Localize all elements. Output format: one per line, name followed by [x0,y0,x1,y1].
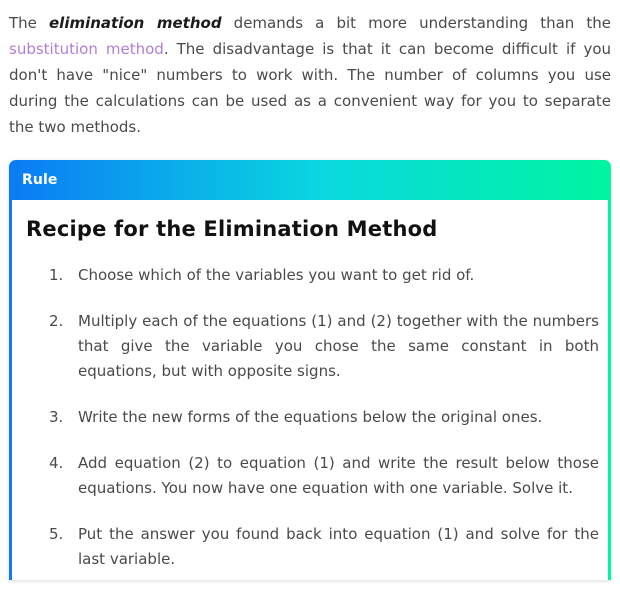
rule-card [9,160,611,580]
rule-card-header [9,160,611,200]
intro-paragraph [0,0,620,140]
list-item: Choose which of the variables you want to get rid of. [78,266,475,284]
list-item: Add equation (2) to equation (1) and write the result below those equations. You now have one equation with one variable. Solve it. [78,454,599,497]
intro-text-part-1: The [9,14,49,32]
list-item: Write the new forms of the equations below the original ones. [78,408,543,426]
list-item: Put the answer you found back into equation (1) and solve for the last variable. [78,525,599,568]
rule-badge-label: Rule [22,172,58,188]
rule-card-body [9,200,611,580]
elimination-method-emphasis: elimination method [49,14,222,32]
substitution-method-link[interactable]: substitution method [9,40,164,58]
intro-text-part-2: demands a bit more understanding than the [221,14,612,32]
list-item: Multiply each of the equations (1) and (2) together with the numbers that give the variable you chose the same constant in both equations, but with opposite signs. [78,312,599,380]
intro-text-part-3: . The disadvantage is that it can become difficult if you don't have "nice" numbers to work with. The number of columns you use during the calculations can be used as a convenient way for you to separate the two methods. [9,40,612,136]
recipe-steps-list [21,263,599,572]
rule-title: Recipe for the Elimination Method [26,217,438,241]
